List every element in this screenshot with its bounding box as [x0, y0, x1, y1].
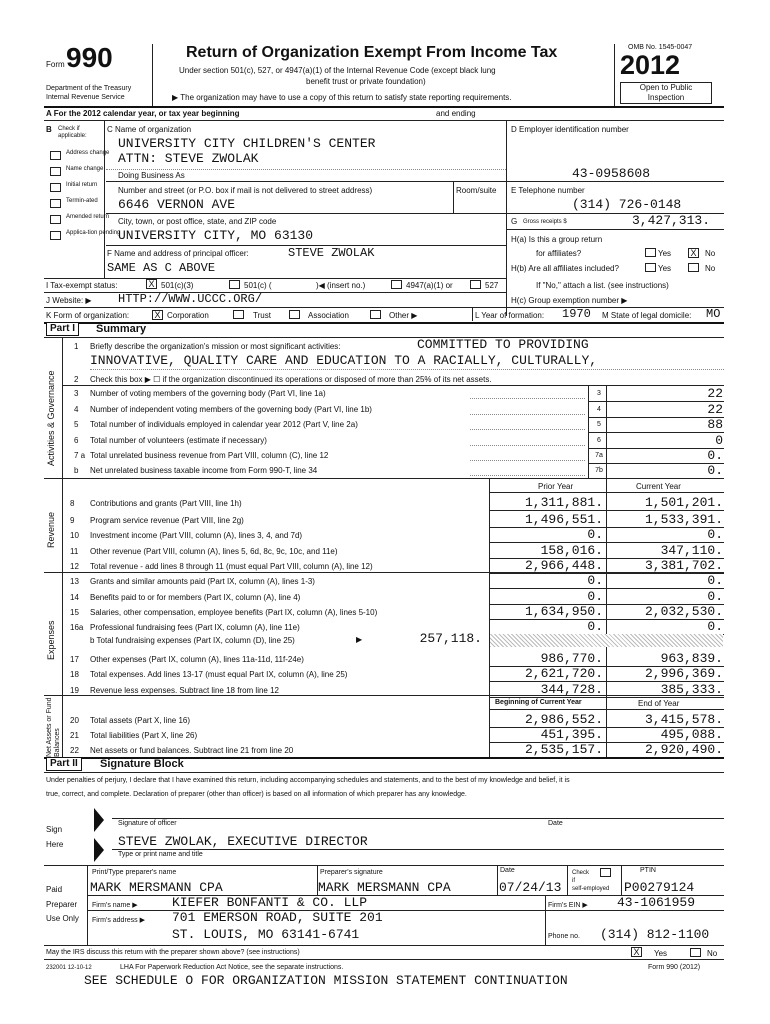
- penalty-text-1: Under penalties of perjury, I declare that I have examined this return, including accompanying schedules and statements, and to the best of my knowledge and belief, it is: [46, 777, 570, 784]
- sign-date-label: Date: [548, 820, 563, 827]
- here-label: Here: [46, 840, 64, 849]
- prior-year-value: 158,016.: [540, 543, 603, 558]
- form-subtitle-2: benefit trust or private foundation): [306, 77, 426, 86]
- discuss-yes-box[interactable]: X: [631, 947, 642, 957]
- line-number: 19: [70, 686, 79, 695]
- initial-return-label: Initial return: [66, 182, 98, 188]
- current-year-value: 385,333.: [660, 682, 723, 697]
- gov-line-box: 7b: [595, 467, 603, 474]
- irs-label: Internal Revenue Service: [46, 94, 125, 101]
- penalty-text-2: true, correct, and complete. Declaration of preparer (other than officer) is based on all information of which preparer has any knowledge.: [46, 791, 467, 798]
- current-year-value: 3,381,702.: [644, 558, 723, 573]
- firm-name: KIEFER BONFANTI & CO. LLP: [172, 895, 368, 910]
- principal-officer: STEVE ZWOLAK: [288, 246, 375, 260]
- gov-line-number: 3: [74, 389, 79, 398]
- leader-dots: [470, 475, 585, 476]
- line-number: 8: [70, 499, 75, 508]
- line-label: Net assets or fund balances. Subtract line 21 from line 20: [90, 746, 294, 755]
- affiliates-no-label: No: [705, 264, 716, 273]
- corporation-label: Corporation: [167, 311, 209, 320]
- prior-year-value: 986,770.: [540, 651, 603, 666]
- group-return-yes-box[interactable]: [645, 248, 656, 257]
- gov-line-box: 4: [597, 406, 601, 413]
- principal-officer-address: SAME AS C ABOVE: [107, 261, 216, 275]
- sign-label: Sign: [46, 825, 63, 834]
- ein-value: 43-0958608: [572, 166, 651, 181]
- current-year-value: 1,533,391.: [644, 512, 723, 527]
- insert-no-label: )◀ (insert no.): [316, 281, 366, 290]
- sign-arrow-1: [94, 808, 104, 832]
- form-subtitle-3: ▶ The organization may have to use a copy of this return to satisfy state reporting requirements.: [172, 93, 512, 102]
- amended-return-label: Amended return: [66, 214, 110, 220]
- current-year-value: 0.: [707, 573, 723, 588]
- line-a-and-ending: and ending: [436, 109, 476, 118]
- city-label: City, town, or post office, state, and ZIP code: [118, 217, 277, 226]
- trust-checkbox[interactable]: [233, 310, 244, 319]
- officer-name-title: STEVE ZWOLAK, EXECUTIVE DIRECTOR: [118, 834, 368, 849]
- prior-year-value: 0.: [587, 619, 603, 634]
- name-change-checkbox[interactable]: [50, 167, 61, 176]
- leader-dots: [470, 445, 585, 446]
- affiliates-included-label: H(b) Are all affiliates included?: [511, 264, 619, 273]
- other-label: Other ▶: [389, 311, 418, 320]
- application-pending-checkbox[interactable]: [50, 231, 61, 240]
- side-net-assets: Net Assets or Fund Balances: [46, 697, 61, 757]
- line-number: 11: [70, 547, 79, 556]
- current-year-value: 0.: [707, 619, 723, 634]
- if-label: if: [572, 878, 575, 884]
- website-value: HTTP://WWW.UCCC.ORG/: [118, 292, 263, 306]
- form-word: Form: [46, 60, 65, 69]
- address-change-label: Address change: [66, 150, 110, 156]
- side-revenue: Revenue: [46, 511, 56, 548]
- room-suite-label: Room/suite: [456, 186, 497, 195]
- gov-line-value: 22: [707, 402, 723, 417]
- line-label: Investment income (Part VIII, column (A), lines 3, 4, and 7d): [90, 531, 303, 540]
- gov-line-label: Number of voting members of the governing body (Part VI, line 1a): [90, 389, 326, 398]
- line-label: Contributions and grants (Part VIII, line 1h): [90, 499, 242, 508]
- current-year-value: 1,501,201.: [644, 495, 723, 510]
- gov-line-value: 88: [707, 417, 723, 432]
- line-label: Other expenses (Part IX, column (A), lines 11a-11d, 11f-24e): [90, 655, 304, 664]
- leader-dots: [470, 460, 585, 461]
- prior-year-value: 0.: [587, 527, 603, 542]
- phone-label: Phone no.: [548, 933, 580, 940]
- firm-address-1: 701 EMERSON ROAD, SUITE 201: [172, 910, 383, 925]
- begin-year-header: Beginning of Current Year: [495, 699, 582, 706]
- part-1-title: Summary: [96, 323, 147, 335]
- affiliates-yes-label: Yes: [658, 264, 672, 273]
- prior-year-value: 451,395.: [540, 727, 603, 742]
- terminated-label: Termin-ated: [66, 198, 98, 204]
- gov-line-box: 5: [597, 421, 601, 428]
- association-label: Association: [308, 311, 349, 320]
- year-formation-label: L Year of formation:: [475, 311, 545, 320]
- address-change-checkbox[interactable]: [50, 151, 61, 160]
- line-number: 22: [70, 746, 79, 755]
- line-label: Total expenses. Add lines 13-17 (must equal Part IX, column (A), line 25): [90, 670, 348, 679]
- line-label: Other revenue (Part VIII, column (A), lines 5, 6d, 8c, 9c, 10c, and 11e): [90, 547, 338, 556]
- line-number: 9: [70, 516, 75, 525]
- trust-label: Trust: [253, 311, 271, 320]
- line-number: 20: [70, 716, 79, 725]
- current-year-value: 2,996,369.: [644, 666, 723, 681]
- current-year-value: 347,110.: [660, 543, 723, 558]
- mission-line-1: COMMITTED TO PROVIDING: [417, 337, 589, 352]
- line-label: Professional fundraising fees (Part IX, column (A), line 11e): [90, 623, 300, 632]
- form-code: 232001 12-10-12: [46, 965, 92, 971]
- line-16b-label: b Total fundraising expenses (Part IX, column (D), line 25): [90, 636, 295, 645]
- firm-ein: 43-1061959: [617, 895, 696, 910]
- prior-year-value: 0.: [587, 589, 603, 604]
- amended-return-checkbox[interactable]: [50, 215, 61, 224]
- gov-line-label: Net unrelated business taxable income from Form 990-T, line 34: [90, 466, 318, 475]
- discuss-no-box[interactable]: [690, 948, 701, 957]
- principal-officer-label: F Name and address of principal officer:: [107, 249, 249, 258]
- affiliates-note: If "No," attach a list. (see instructions): [536, 281, 669, 290]
- gov-line-number: 6: [74, 436, 79, 445]
- prior-year-header: Prior Year: [538, 482, 574, 491]
- group-return-label: H(a) Is this a group return: [511, 235, 603, 244]
- gov-box-col: [588, 385, 589, 478]
- discuss-yes-label: Yes: [654, 949, 668, 958]
- preparer-signature: MARK MERSMANN CPA: [318, 880, 451, 895]
- prior-year-value: 344,728.: [540, 682, 603, 697]
- gov-line-label: Number of independent voting members of the governing body (Part VI, line 1b): [90, 405, 372, 414]
- group-return-no-box[interactable]: X: [688, 248, 699, 258]
- part-2-label: Part II: [46, 757, 82, 771]
- gov-line-value: 22: [707, 386, 723, 401]
- gross-receipts-label: Gross receipts $: [523, 219, 567, 225]
- street-label: Number and street (or P.O. box if mail is not delivered to street address): [118, 186, 373, 195]
- line-number: 16a: [70, 623, 84, 632]
- section-b-label: B: [46, 125, 52, 134]
- line-number: 14: [70, 593, 79, 602]
- tax-year: 2012: [620, 50, 681, 80]
- end-year-header: End of Year: [638, 699, 680, 708]
- affiliates-yes-box[interactable]: [645, 263, 656, 272]
- line-label: Total liabilities (Part X, line 26): [90, 731, 198, 740]
- 4947-checkbox[interactable]: [391, 280, 402, 289]
- self-employed-checkbox[interactable]: [600, 868, 611, 877]
- prior-year-value: 2,966,448.: [524, 558, 603, 573]
- association-checkbox[interactable]: [289, 310, 300, 319]
- state-domicile-label: M State of legal domicile:: [602, 311, 692, 320]
- form-subtitle-1: Under section 501(c), 527, or 4947(a)(1) of the Internal Revenue Code (except black lung: [179, 66, 496, 75]
- line-label: Total revenue - add lines 8 through 11 (must equal Part VIII, column (A), line 12): [90, 562, 373, 571]
- firm-address-2: ST. LOUIS, MO 63141-6741: [172, 927, 360, 942]
- group-exemption-label: H(c) Group exemption number ▶: [511, 296, 628, 305]
- state-domicile-value: MO: [706, 307, 721, 321]
- firm-phone: (314) 812-1100: [600, 927, 710, 942]
- line-number: 10: [70, 531, 79, 540]
- preparer-name: MARK MERSMANN CPA: [90, 880, 223, 895]
- irs-discuss-question: May the IRS discuss this return with the preparer shown above? (see instructions): [46, 949, 300, 956]
- firm-ein-label: Firm's EIN ▶: [548, 902, 588, 909]
- line-label: Revenue less expenses. Subtract line 18 from line 12: [90, 686, 279, 695]
- sign-arrow-2: [94, 838, 104, 862]
- form-title: Return of Organization Exempt From Income Tax: [186, 44, 558, 61]
- preparer-ptin: P00279124: [624, 880, 695, 895]
- preparer-label: Preparer: [46, 900, 78, 909]
- name-change-label: Name change: [66, 166, 104, 172]
- telephone-label: E Telephone number: [511, 186, 585, 195]
- line-16b-value: 257,118.: [419, 631, 482, 646]
- prior-year-value: 1,634,950.: [524, 604, 603, 619]
- preparer-date-label: Date: [500, 867, 515, 874]
- gov-line-label: Total unrelated business revenue from Part VIII, column (C), line 12: [90, 451, 329, 460]
- application-pending-label: Applica-tion pending: [66, 230, 121, 236]
- line-number: 18: [70, 670, 79, 679]
- 501c-label: 501(c) (: [244, 281, 272, 290]
- website-label: J Website: ▶: [46, 296, 92, 305]
- schedule-o-note: SEE SCHEDULE O FOR ORGANIZATION MISSION STATEMENT CONTINUATION: [84, 973, 568, 988]
- gov-line-number: 7 a: [74, 451, 86, 460]
- gov-line-value: 0: [715, 433, 723, 448]
- prior-year-value: 2,986,552.: [524, 712, 603, 727]
- leader-dots: [470, 429, 585, 430]
- city-address: UNIVERSITY CITY, MO 63130: [118, 228, 314, 243]
- 501c-checkbox[interactable]: [229, 280, 240, 289]
- current-year-value: 963,839.: [660, 651, 723, 666]
- tax-exempt-status-label: I Tax-exempt status:: [46, 281, 118, 290]
- firm-name-label: Firm's name ▶: [92, 902, 138, 909]
- line-a-label: A For the 2012 calendar year, or tax year beginning: [46, 109, 240, 118]
- prior-year-value: 0.: [587, 573, 603, 588]
- applicable-label: applicable:: [58, 133, 87, 139]
- prior-year-value: 2,621,720.: [524, 666, 603, 681]
- current-year-value: 0.: [707, 589, 723, 604]
- ein-label: D Employer identification number: [511, 125, 629, 134]
- paid-label: Paid: [46, 885, 63, 894]
- self-employed-label: self-employed: [572, 886, 610, 892]
- current-year-header: Current Year: [636, 482, 681, 491]
- line-number: 12: [70, 562, 79, 571]
- gov-line-box: 7a: [595, 452, 603, 459]
- gov-line-value: 0.: [707, 463, 723, 478]
- 4947-label: 4947(a)(1) or: [406, 281, 453, 290]
- line-number: 21: [70, 731, 79, 740]
- form-number: 990: [66, 42, 113, 73]
- part-2-title: Signature Block: [100, 758, 184, 770]
- check-label: Check: [572, 870, 590, 876]
- 501c3-checkbox[interactable]: X: [146, 279, 157, 289]
- preparer-name-label: Print/Type preparer's name: [92, 869, 177, 876]
- line-label: Salaries, other compensation, employee benefits (Part IX, column (A), lines 5-10): [90, 608, 378, 617]
- line-label: Benefits paid to or for members (Part IX, column (A), line 4): [90, 593, 301, 602]
- prior-year-value: 1,496,551.: [524, 512, 603, 527]
- form-990-page: Form 990 Department of the Treasury Internal Revenue Service Return of Organization Exempt From Income Tax Under section 501(c), 527, or 4947(a)(1) of the Internal Revenue Code (except black lung benefit trust or private foundation) ▶ The organization may have to use a copy of this return to satisfy state reporting requirements. OMB No. 1545-0047 2012 Open to Public Inspection A For the 2012 calendar year, or tax year beginning and ending B Check if applicable: Address change Name change Initial return Termin-ated Amended return Applica-tion pending C Name of organization UNIVERSITY CITY CHILDREN'S CENTER ATTN: STEVE ZWOLAK Doing Business As Number and street (or P.O. box if mail is not delivered to street address) Room/suite 6646 VERNON AVE City, town, or post office, state, and ZIP code UNIVERSITY CITY, MO 63130 F Name and address of principal officer: STEVE ZWOLAK SAME AS C ABOVE D Employer identification number 43-0958608 E Telephone number (314) 726-0148 G Gross receipts $ 3,427,313. H(a) Is this a group return for affiliates? Yes X No H(b) Are all affiliates included? Yes No If "No," attach a list. (see instructions) H(c) Group exemption number ▶ I Tax-exempt status: X 501(c)(3) 501(c) ( )◀ (insert no.) 4947(a)(1) or 527 J Website: ▶ HTTP://WWW.UCCC.ORG/ K Form of organization: X Corporation Trust Association Other ▶ L Year of formation: 1970 M State of legal domicile: MO Part I Summary Activities & Governance Revenue Expenses Net Assets or Fund Balances 1 Briefly describe the organization's mission or most significant activities: COMMITTED TO PROVIDING INNOVATIVE, QUALITY CARE AND EDUCATION TO A RACIALLY, CULTURALLY, 2 Check this box ▶ ☐ if the organization discontinued its operations or disposed of more than 25% of its net assets. 3 Number of voting members of the governing body (Part VI, line 1a) 3 22 4 Number of independent voting members of the governing body (Part VI, line 1b) 4 22 5 Total number of individuals employed in calendar year 2012 (Part V, line 2a) 5 88 6 Total number of volunteers (estimate if necessary) 6 0 7 a Total unrelated business revenue from Part VIII, column (C), line 12 7a 0. b Net unrelated business taxable income from Form 990-T, line 34 7b 0. Prior Year Current Year 8 Contributions and grants (Part VIII, line 1h) 1,311,881. 1,501,201. 9 Program service revenue (Part VIII, line 2g) 1,496,551. 1,533,391. 10 Investment income (Part VIII, column (A), lines 3, 4, and 7d) 0. 0. 11 Other revenue (Part VIII, column (A), lines 5, 6d, 8c, 9c, 10c, and 11e) 158,016. 347,110. 12 Total revenue - add lines 8 through 11 (must equal Part VIII, column (A), line 12) 2,966,448. 3,381,702. 13 Grants and similar amounts paid (Part IX, column (A), lines 1-3) 0. 0. 14 Benefits paid to or for members (Part IX, column (A), line 4) 0. 0. 15 Salaries, other compensation, employee benefits (Part IX, column (A), lines 5-10) 1,634,950. 2,032,530. 16a Professional fundraising fees (Part IX, column (A), line 11e) 0. 0. b Total fundraising expenses (Part IX, column (D), line 25) ▶ 257,118. 17 Other expenses (Part IX, column (A), lines 11a-11d, 11f-24e) 986,770. 963,839. 18 Total expenses. Add lines 13-17 (must equal Part IX, column (A), line 25) 2,621,720. 2,996,369. 19 Revenue less expenses. Subtract line 18 from line 12 344,728. 385,333. Beginning of Current Year End of Year 20 Total assets (Part X, line 16) 2,986,552. 3,415,578. 21 Total liabilities (Part X, line 26) 451,395. 495,088. 22 Net assets or fund balances. Subtract line 21 from line 20 2,535,157. 2,920,490. Part II Signature Block Under penalties of perjury, I declare that I have examined this return, including accompanying schedules and statements, and to the best of my knowledge and belief, it is true, correct, and complete. Declaration of preparer (other than officer) is based on all information of which preparer has any knowledge. Sign Here Signature of officer Date STEVE ZWOLAK, EXECUTIVE DIRECTOR Type or print name and title Paid Preparer Use Only Print/Type preparer's name Preparer's signature Date Check if self-employed PTIN MARK MERSMANN CPA MARK MERSMANN CPA 07/24/13 P00279124 Firm's name ▶ KIEFER BONFANTI & CO. LLP Firm's EIN ▶ 43-1061959 Firm's address ▶ 701 EMERSON ROAD, SUITE 201 ST. LOUIS, MO 63141-6741 Phone no. (314) 812-1100 May the IRS discuss this return with the preparer shown above? (see instructions) X Yes No 232001 12-10-12 LHA For Paperwork Reduction Act Notice, see the separate instructions. Form 990 (2012) SEE SCHEDULE O FOR ORGANIZATION MISSION STATEMENT CONTINUATION: [46, 42, 723, 988]
- initial-return-checkbox[interactable]: [50, 183, 61, 192]
- org-attn: ATTN: STEVE ZWOLAK: [118, 151, 259, 166]
- leader-dots: [470, 398, 585, 399]
- 527-checkbox[interactable]: [470, 280, 481, 289]
- 527-label: 527: [485, 281, 499, 290]
- ptin-label: PTIN: [640, 867, 656, 874]
- current-year-value: 2,032,530.: [644, 604, 723, 619]
- current-year-value: 2,920,490.: [644, 742, 723, 757]
- corporation-checkbox[interactable]: X: [152, 310, 163, 320]
- line-number: 17: [70, 655, 79, 664]
- g-label: G: [511, 217, 518, 226]
- line-label: Grants and similar amounts paid (Part IX, column (A), lines 1-3): [90, 577, 315, 586]
- mission-line-2: INNOVATIVE, QUALITY CARE AND EDUCATION TO A RACIALLY, CULTURALLY,: [90, 353, 598, 368]
- type-name-label: Type or print name and title: [118, 851, 203, 858]
- line-label: Total assets (Part X, line 16): [90, 716, 191, 725]
- preparer-signature-label: Preparer's signature: [320, 869, 383, 876]
- gov-line-number: 5: [74, 420, 79, 429]
- value-row-rule: [489, 510, 724, 511]
- check-if-label: Check if: [58, 126, 80, 132]
- org-name: UNIVERSITY CITY CHILDREN'S CENTER: [118, 136, 376, 151]
- dept-treasury: Department of the Treasury: [46, 85, 132, 92]
- affiliates-no-box[interactable]: [688, 263, 699, 272]
- gross-receipts-value: 3,427,313.: [632, 213, 711, 228]
- preparer-date: 07/24/13: [499, 880, 562, 895]
- gov-line-number: b: [74, 466, 79, 475]
- other-checkbox[interactable]: [370, 310, 381, 319]
- form-reference: Form 990 (2012): [648, 964, 701, 971]
- dba-label: Doing Business As: [118, 171, 185, 180]
- gov-line-value: 0.: [707, 448, 723, 463]
- signature-of-officer-label: Signature of officer: [118, 820, 177, 827]
- line-number: 15: [70, 608, 79, 617]
- value-row-rule: [489, 697, 724, 698]
- gov-val-col: [606, 385, 607, 478]
- 501c3-label: 501(c)(3): [161, 281, 194, 290]
- telephone-value: (314) 726-0148: [572, 197, 682, 212]
- mission-label: Briefly describe the organization's mission or most significant activities:: [90, 342, 341, 351]
- group-return-yes-label: Yes: [658, 249, 672, 258]
- omb-number: OMB No. 1545-0047: [628, 44, 693, 51]
- discontinued-checkbox-line[interactable]: Check this box ▶ ☐ if the organization discontinued its operations or disposed of more than 25% of its net assets.: [90, 375, 492, 384]
- year-formation-value: 1970: [562, 307, 591, 321]
- side-activities-governance: Activities & Governance: [46, 370, 56, 466]
- firm-address-label: Firm's address ▶: [92, 917, 146, 924]
- open-to-public-box: Open to Public Inspection: [620, 82, 712, 104]
- gov-line-label: Total number of individuals employed in calendar year 2012 (Part V, line 2a): [90, 420, 358, 429]
- lha-notice: LHA For Paperwork Reduction Act Notice, see the separate instructions.: [120, 964, 344, 971]
- street-address: 6646 VERNON AVE: [118, 197, 236, 212]
- current-year-value: 495,088.: [660, 727, 723, 742]
- discuss-no-label: No: [707, 949, 718, 958]
- line-16b-shade: [490, 634, 723, 647]
- side-expenses: Expenses: [46, 620, 56, 660]
- gov-line-box: 3: [597, 390, 601, 397]
- group-return-no-label: No: [705, 249, 716, 258]
- current-year-value: 3,415,578.: [644, 712, 723, 727]
- prior-year-value: 2,535,157.: [524, 742, 603, 757]
- line-number: 13: [70, 577, 79, 586]
- org-name-label: C Name of organization: [107, 125, 192, 134]
- form-of-org-label: K Form of organization:: [46, 311, 130, 320]
- gov-line-label: Total number of volunteers (estimate if necessary): [90, 436, 267, 445]
- group-return-label-2: for affiliates?: [536, 249, 582, 258]
- leader-dots: [470, 414, 585, 415]
- terminated-checkbox[interactable]: [50, 199, 61, 208]
- current-year-value: 0.: [707, 527, 723, 542]
- gov-line-box: 6: [597, 437, 601, 444]
- part-1-label: Part I: [46, 322, 79, 336]
- prior-year-value: 1,311,881.: [524, 495, 603, 510]
- line-label: Program service revenue (Part VIII, line 2g): [90, 516, 244, 525]
- gov-line-number: 4: [74, 405, 79, 414]
- use-only-label: Use Only: [46, 914, 79, 923]
